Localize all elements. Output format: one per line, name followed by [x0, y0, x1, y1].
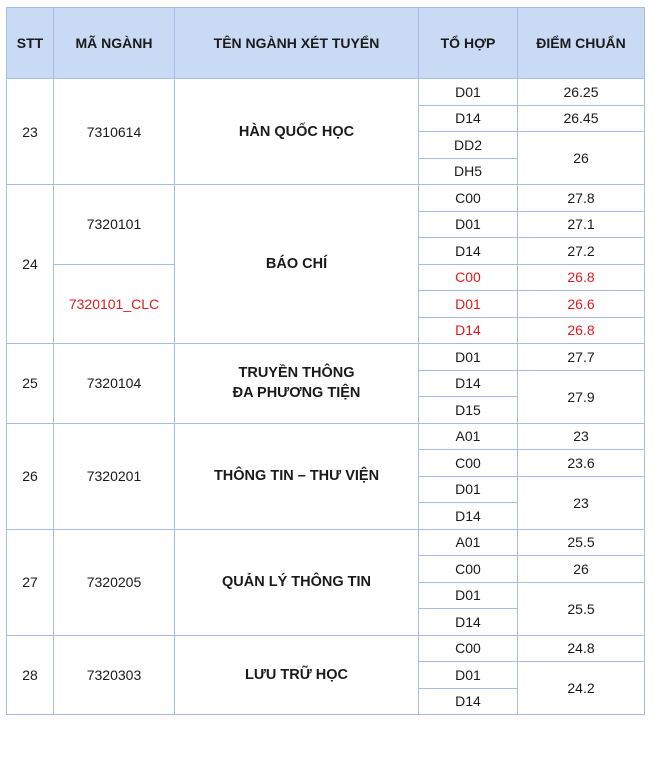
to-hop-cell: D01	[419, 211, 518, 238]
header-row	[7, 8, 645, 79]
header-stt: STT	[7, 8, 54, 79]
diem-chuan-cell: 23	[518, 476, 645, 529]
diem-chuan-cell: 25.5	[518, 529, 645, 556]
ma-nganh-cell: 7310614	[54, 79, 175, 185]
header-ten-nganh: TÊN NGÀNH XÉT TUYỂN	[175, 8, 419, 79]
to-hop-cell: C00	[419, 264, 518, 291]
to-hop-cell: DD2	[419, 132, 518, 159]
ma-nganh-cell: 7320303	[54, 635, 175, 715]
diem-chuan-cell: 24.2	[518, 662, 645, 715]
to-hop-cell: D01	[419, 79, 518, 106]
to-hop-cell: D01	[419, 476, 518, 503]
ten-nganh-cell: QUẢN LÝ THÔNG TIN	[175, 529, 419, 635]
table-row	[7, 79, 645, 106]
to-hop-cell: C00	[419, 635, 518, 662]
ten-nganh-line-1: TRUYỀN THÔNG	[238, 365, 355, 382]
to-hop-cell: D14	[419, 105, 518, 132]
to-hop-cell: D01	[419, 344, 518, 371]
header-diem-chuan: ĐIỂM CHUẨN	[518, 8, 645, 79]
ma-nganh-cell: 7320104	[54, 344, 175, 424]
diem-chuan-cell: 27.9	[518, 370, 645, 423]
diem-chuan-cell: 26.8	[518, 317, 645, 344]
stt-cell: 24	[7, 185, 54, 344]
ma-nganh-cell: 7320101	[54, 185, 175, 265]
diem-chuan-cell: 26.6	[518, 291, 645, 318]
stt-cell: 28	[7, 635, 54, 715]
admission-scores-table	[6, 7, 645, 715]
diem-chuan-cell: 23	[518, 423, 645, 450]
to-hop-cell: C00	[419, 185, 518, 212]
to-hop-cell: D14	[419, 688, 518, 715]
stt-cell: 23	[7, 79, 54, 185]
to-hop-cell: C00	[419, 556, 518, 583]
ten-nganh-line-2: ĐA PHƯƠNG TIỆN	[232, 385, 361, 402]
to-hop-cell: A01	[419, 423, 518, 450]
diem-chuan-cell: 26.45	[518, 105, 645, 132]
diem-chuan-cell: 27.8	[518, 185, 645, 212]
to-hop-cell: D14	[419, 238, 518, 265]
table-row	[7, 635, 645, 662]
ten-nganh-cell: HÀN QUỐC HỌC	[175, 79, 419, 185]
header-to-hop: TỔ HỢP	[419, 8, 518, 79]
ten-nganh-cell: BÁO CHÍ	[175, 185, 419, 344]
to-hop-cell: D14	[419, 503, 518, 530]
to-hop-cell: D01	[419, 291, 518, 318]
diem-chuan-cell: 26	[518, 132, 645, 185]
stt-cell: 27	[7, 529, 54, 635]
diem-chuan-cell: 26.25	[518, 79, 645, 106]
to-hop-cell: D01	[419, 662, 518, 689]
ma-nganh-clc-cell: 7320101_CLC	[54, 264, 175, 344]
table-row	[7, 529, 645, 556]
diem-chuan-cell: 26.8	[518, 264, 645, 291]
diem-chuan-cell: 24.8	[518, 635, 645, 662]
diem-chuan-cell: 23.6	[518, 450, 645, 477]
diem-chuan-cell: 26	[518, 556, 645, 583]
to-hop-cell: D14	[419, 370, 518, 397]
to-hop-cell: D14	[419, 609, 518, 636]
table-row	[7, 344, 645, 371]
ma-nganh-cell: 7320205	[54, 529, 175, 635]
diem-chuan-cell: 27.2	[518, 238, 645, 265]
stt-cell: 26	[7, 423, 54, 529]
table-row	[7, 423, 645, 450]
diem-chuan-cell: 25.5	[518, 582, 645, 635]
ten-nganh-cell	[175, 344, 419, 424]
table-row	[7, 185, 645, 212]
to-hop-cell: D15	[419, 397, 518, 424]
to-hop-cell: C00	[419, 450, 518, 477]
ma-nganh-cell: 7320201	[54, 423, 175, 529]
diem-chuan-cell: 27.1	[518, 211, 645, 238]
ten-nganh-cell: LƯU TRỮ HỌC	[175, 635, 419, 715]
stt-cell: 25	[7, 344, 54, 424]
ten-nganh-cell: THÔNG TIN – THƯ VIỆN	[175, 423, 419, 529]
to-hop-cell: DH5	[419, 158, 518, 185]
diem-chuan-cell: 27.7	[518, 344, 645, 371]
to-hop-cell: D01	[419, 582, 518, 609]
to-hop-cell: D14	[419, 317, 518, 344]
to-hop-cell: A01	[419, 529, 518, 556]
header-ma-nganh: MÃ NGÀNH	[54, 8, 175, 79]
